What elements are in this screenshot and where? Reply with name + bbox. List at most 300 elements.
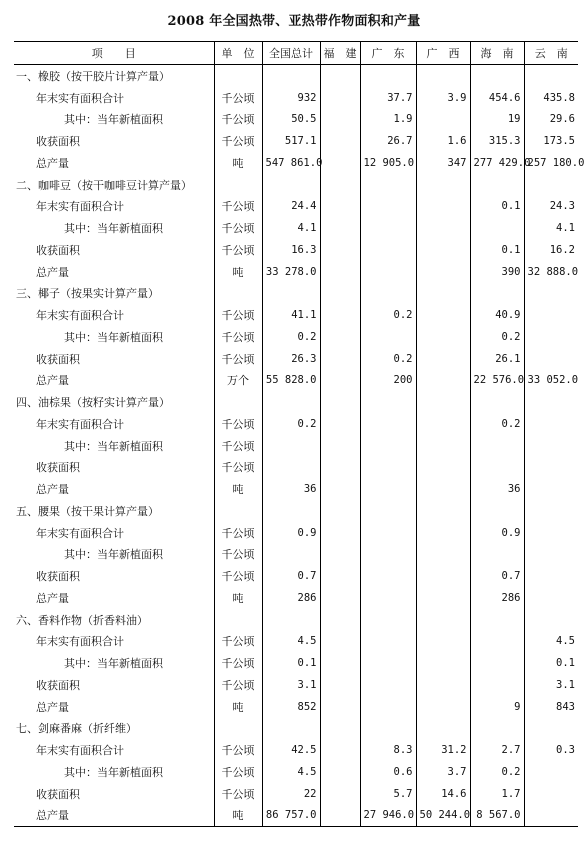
- cell-hainan: 36: [470, 478, 524, 500]
- row-item-label: 其中：当年新植面积: [64, 657, 163, 671]
- cell-national-total: 0.2: [262, 326, 320, 348]
- row-unit: 千公顷: [214, 326, 262, 348]
- cell-guangxi: 14.6: [416, 783, 470, 805]
- cell-national-total: 0.9: [262, 522, 320, 544]
- cell-yunnan: 257 180.0: [524, 152, 578, 174]
- cell-yunnan: [524, 609, 578, 631]
- cell-guangdong: [360, 391, 416, 413]
- cell-fujian: [320, 718, 360, 740]
- row-unit: 吨: [214, 696, 262, 718]
- cell-hainan: [470, 283, 524, 305]
- cell-national-total: 41.1: [262, 304, 320, 326]
- cell-guangdong: [360, 718, 416, 740]
- cell-guangxi: [416, 565, 470, 587]
- row-unit: [214, 391, 262, 413]
- cell-hainan: 0.7: [470, 565, 524, 587]
- cell-guangxi: 347: [416, 152, 470, 174]
- row-unit: [214, 65, 262, 87]
- row-unit: 千公顷: [214, 522, 262, 544]
- row-unit: 千公顷: [214, 239, 262, 261]
- cell-yunnan: [524, 587, 578, 609]
- table-row: [14, 304, 578, 326]
- row-unit: [214, 283, 262, 305]
- row-item-label: 其中：当年新植面积: [64, 439, 163, 453]
- cell-guangdong: 0.2: [360, 348, 416, 370]
- cell-national-total: [262, 283, 320, 305]
- cell-yunnan: [524, 65, 578, 87]
- table-row: [14, 87, 578, 109]
- cell-guangxi: [416, 261, 470, 283]
- table-row: [14, 217, 578, 239]
- cell-hainan: 277 429.0: [470, 152, 524, 174]
- cell-fujian: [320, 217, 360, 239]
- cell-fujian: [320, 413, 360, 435]
- cell-guangxi: [416, 196, 470, 218]
- cell-guangxi: [416, 283, 470, 305]
- cell-guangxi: [416, 65, 470, 87]
- cell-fujian: [320, 587, 360, 609]
- row-unit: 吨: [214, 587, 262, 609]
- cell-fujian: [320, 391, 360, 413]
- table-row: [14, 565, 578, 587]
- cell-guangxi: [416, 109, 470, 131]
- table-row: [14, 326, 578, 348]
- cell-national-total: 50.5: [262, 109, 320, 131]
- section-row: [14, 718, 578, 740]
- cell-yunnan: 32 888.0: [524, 261, 578, 283]
- cell-guangdong: [360, 565, 416, 587]
- cell-national-total: [262, 718, 320, 740]
- cell-yunnan: 4.1: [524, 217, 578, 239]
- row-unit: 千公顷: [214, 130, 262, 152]
- cell-fujian: [320, 565, 360, 587]
- header-unit: 单 位: [214, 42, 262, 65]
- cell-guangxi: [416, 174, 470, 196]
- cell-hainan: 0.1: [470, 239, 524, 261]
- row-unit: 千公顷: [214, 544, 262, 566]
- cell-yunnan: 4.5: [524, 631, 578, 653]
- row-item-label: 收获面积: [36, 243, 80, 257]
- cell-guangdong: [360, 478, 416, 500]
- cell-guangdong: [360, 326, 416, 348]
- cell-hainan: [470, 435, 524, 457]
- row-item-label: 收获面积: [36, 570, 80, 584]
- table-row: [14, 478, 578, 500]
- table-row: [14, 674, 578, 696]
- cell-hainan: 0.2: [470, 413, 524, 435]
- cell-yunnan: [524, 457, 578, 479]
- cell-yunnan: 3.1: [524, 674, 578, 696]
- row-unit: [214, 174, 262, 196]
- cell-national-total: [262, 174, 320, 196]
- cell-guangxi: [416, 652, 470, 674]
- cell-guangdong: [360, 609, 416, 631]
- table-row: [14, 435, 578, 457]
- table-row: [14, 152, 578, 174]
- cell-guangxi: [416, 587, 470, 609]
- table-row: [14, 109, 578, 131]
- cell-guangxi: [416, 522, 470, 544]
- cell-guangdong: [360, 65, 416, 87]
- row-item-label: 收获面积: [36, 352, 80, 366]
- section-row: [14, 283, 578, 305]
- row-unit: [214, 500, 262, 522]
- row-unit: 千公顷: [214, 196, 262, 218]
- table-row: [14, 783, 578, 805]
- section-row: [14, 174, 578, 196]
- row-unit: 吨: [214, 805, 262, 827]
- table-row: [14, 261, 578, 283]
- table-row: [14, 544, 578, 566]
- row-item-label: 收获面积: [36, 135, 80, 149]
- cell-fujian: [320, 87, 360, 109]
- table-row: [14, 413, 578, 435]
- cell-fujian: [320, 457, 360, 479]
- cell-yunnan: [524, 413, 578, 435]
- cell-national-total: 3.1: [262, 674, 320, 696]
- cell-yunnan: [524, 500, 578, 522]
- cell-guangdong: 0.6: [360, 761, 416, 783]
- cell-national-total: 0.7: [262, 565, 320, 587]
- cell-guangdong: [360, 413, 416, 435]
- cell-guangdong: 27 946.0: [360, 805, 416, 827]
- cell-guangxi: [416, 413, 470, 435]
- cell-yunnan: [524, 174, 578, 196]
- cell-guangxi: [416, 544, 470, 566]
- table-row: [14, 761, 578, 783]
- cell-yunnan: [524, 805, 578, 827]
- cell-yunnan: [524, 326, 578, 348]
- cell-fujian: [320, 435, 360, 457]
- cell-yunnan: 843: [524, 696, 578, 718]
- cell-hainan: 0.9: [470, 522, 524, 544]
- cell-guangxi: [416, 304, 470, 326]
- cell-hainan: [470, 217, 524, 239]
- cell-guangxi: [416, 370, 470, 392]
- cell-fujian: [320, 304, 360, 326]
- cell-guangdong: [360, 435, 416, 457]
- table-row: [14, 739, 578, 761]
- cell-national-total: 4.5: [262, 631, 320, 653]
- cell-national-total: 33 278.0: [262, 261, 320, 283]
- row-unit: 千公顷: [214, 109, 262, 131]
- cell-fujian: [320, 130, 360, 152]
- table-row: [14, 652, 578, 674]
- cell-guangdong: 12 905.0: [360, 152, 416, 174]
- table-row: [14, 457, 578, 479]
- table-row: [14, 196, 578, 218]
- cell-hainan: 8 567.0: [470, 805, 524, 827]
- cell-yunnan: 33 052.0: [524, 370, 578, 392]
- cell-hainan: [470, 65, 524, 87]
- table-row: [14, 522, 578, 544]
- row-item-label: 其中：当年新植面积: [64, 113, 163, 127]
- row-unit: 千公顷: [214, 457, 262, 479]
- cell-national-total: 286: [262, 587, 320, 609]
- cell-fujian: [320, 739, 360, 761]
- cell-guangdong: [360, 174, 416, 196]
- cell-guangxi: 50 244.0: [416, 805, 470, 827]
- cell-guangdong: [360, 283, 416, 305]
- header-item: 项 目: [14, 42, 214, 65]
- cell-fujian: [320, 609, 360, 631]
- row-item-label: 其中：当年新植面积: [64, 765, 163, 779]
- cell-national-total: 24.4: [262, 196, 320, 218]
- cell-guangdong: [360, 500, 416, 522]
- cell-fujian: [320, 109, 360, 131]
- cell-hainan: 22 576.0: [470, 370, 524, 392]
- row-unit: 千公顷: [214, 652, 262, 674]
- row-item-label: 总产量: [14, 805, 214, 827]
- cell-yunnan: 0.3: [524, 739, 578, 761]
- section-row: [14, 65, 578, 87]
- cell-fujian: [320, 239, 360, 261]
- cell-national-total: 16.3: [262, 239, 320, 261]
- cell-yunnan: [524, 718, 578, 740]
- cell-guangdong: [360, 587, 416, 609]
- row-unit: 千公顷: [214, 783, 262, 805]
- cell-guangxi: [416, 348, 470, 370]
- row-unit: [214, 609, 262, 631]
- cell-fujian: [320, 674, 360, 696]
- cell-yunnan: [524, 304, 578, 326]
- cell-fujian: [320, 805, 360, 827]
- cell-national-total: [262, 391, 320, 413]
- row-unit: 千公顷: [214, 761, 262, 783]
- table-row: [14, 239, 578, 261]
- row-item-label: 年末实有面积合计: [36, 744, 124, 758]
- cell-hainan: 0.2: [470, 761, 524, 783]
- cell-guangdong: [360, 544, 416, 566]
- row-unit: 千公顷: [214, 87, 262, 109]
- row-item-label: 年末实有面积合计: [36, 200, 124, 214]
- row-unit: 千公顷: [214, 674, 262, 696]
- table-row: [14, 130, 578, 152]
- cell-fujian: [320, 544, 360, 566]
- cell-fujian: [320, 696, 360, 718]
- cell-yunnan: [524, 391, 578, 413]
- cell-hainan: [470, 457, 524, 479]
- cell-national-total: 26.3: [262, 348, 320, 370]
- cell-hainan: [470, 674, 524, 696]
- cell-fujian: [320, 196, 360, 218]
- row-unit: 千公顷: [214, 739, 262, 761]
- cell-fujian: [320, 500, 360, 522]
- table-row: [14, 348, 578, 370]
- cell-national-total: 547 861.0: [262, 152, 320, 174]
- section-title: 七、剑麻番麻（折纤维）: [16, 722, 137, 736]
- row-item-label: 总产量: [36, 591, 69, 605]
- cell-hainan: 454.6: [470, 87, 524, 109]
- row-item-label: 收获面积: [36, 461, 80, 475]
- cell-guangdong: [360, 652, 416, 674]
- cell-guangxi: [416, 457, 470, 479]
- cell-hainan: [470, 174, 524, 196]
- cell-national-total: [262, 500, 320, 522]
- cell-guangxi: [416, 609, 470, 631]
- cell-guangxi: 3.9: [416, 87, 470, 109]
- cell-yunnan: [524, 565, 578, 587]
- cell-hainan: [470, 652, 524, 674]
- cell-national-total: 86 757.0: [262, 805, 320, 827]
- row-item-label: 总产量: [36, 374, 69, 388]
- row-item-label: 总产量: [36, 483, 69, 497]
- cell-national-total: [262, 435, 320, 457]
- row-unit: 千公顷: [214, 631, 262, 653]
- cell-yunnan: [524, 522, 578, 544]
- cell-national-total: [262, 65, 320, 87]
- cell-guangxi: [416, 239, 470, 261]
- cell-hainan: 390: [470, 261, 524, 283]
- cell-guangxi: [416, 696, 470, 718]
- crop-area-production-table: [14, 41, 585, 827]
- row-unit: [214, 718, 262, 740]
- section-row: [14, 500, 578, 522]
- cell-national-total: 0.1: [262, 652, 320, 674]
- cell-guangdong: [360, 674, 416, 696]
- cell-guangdong: 8.3: [360, 739, 416, 761]
- cell-hainan: 1.7: [470, 783, 524, 805]
- cell-guangdong: [360, 631, 416, 653]
- cell-guangdong: 200: [360, 370, 416, 392]
- cell-hainan: 0.1: [470, 196, 524, 218]
- cell-yunnan: [524, 283, 578, 305]
- cell-national-total: 42.5: [262, 739, 320, 761]
- cell-hainan: [470, 500, 524, 522]
- cell-yunnan: [524, 348, 578, 370]
- header-national-total: 全国总计: [262, 42, 320, 65]
- cell-guangdong: 0.2: [360, 304, 416, 326]
- row-item-label: 总产量: [36, 265, 69, 279]
- cell-hainan: 26.1: [470, 348, 524, 370]
- row-unit: 千公顷: [214, 348, 262, 370]
- cell-hainan: 315.3: [470, 130, 524, 152]
- cell-fujian: [320, 783, 360, 805]
- cell-guangdong: 5.7: [360, 783, 416, 805]
- row-item-label: 其中：当年新植面积: [64, 222, 163, 236]
- table-row: [14, 805, 578, 827]
- table-row: [14, 696, 578, 718]
- cell-guangxi: 1.6: [416, 130, 470, 152]
- cell-guangdong: [360, 217, 416, 239]
- header-fujian: 福 建: [320, 42, 360, 65]
- cell-yunnan: [524, 435, 578, 457]
- row-unit: 千公顷: [214, 413, 262, 435]
- row-unit: 千公顷: [214, 217, 262, 239]
- cell-national-total: 4.5: [262, 761, 320, 783]
- header-yunnan: 云 南: [524, 42, 578, 65]
- cell-guangdong: [360, 239, 416, 261]
- cell-guangxi: [416, 631, 470, 653]
- cell-fujian: [320, 261, 360, 283]
- header-guangdong: 广 东: [360, 42, 416, 65]
- cell-hainan: [470, 718, 524, 740]
- cell-national-total: [262, 457, 320, 479]
- table-header-row: [14, 42, 578, 65]
- cell-hainan: 286: [470, 587, 524, 609]
- row-item-label: 年末实有面积合计: [36, 635, 124, 649]
- cell-guangdong: [360, 696, 416, 718]
- cell-yunnan: [524, 544, 578, 566]
- cell-guangdong: 37.7: [360, 87, 416, 109]
- cell-guangdong: [360, 261, 416, 283]
- cell-guangdong: [360, 522, 416, 544]
- cell-yunnan: [524, 478, 578, 500]
- cell-yunnan: 0.1: [524, 652, 578, 674]
- cell-yunnan: 24.3: [524, 196, 578, 218]
- cell-guangxi: 3.7: [416, 761, 470, 783]
- section-title: 一、橡胶（按干胶片计算产量）: [16, 69, 170, 83]
- cell-yunnan: 29.6: [524, 109, 578, 131]
- cell-guangxi: 31.2: [416, 739, 470, 761]
- cell-yunnan: [524, 783, 578, 805]
- cell-guangxi: [416, 718, 470, 740]
- row-item-label: 总产量: [36, 156, 69, 170]
- row-unit: 千公顷: [214, 435, 262, 457]
- cell-guangxi: [416, 391, 470, 413]
- cell-national-total: 36: [262, 478, 320, 500]
- header-guangxi: 广 西: [416, 42, 470, 65]
- row-item-label: 年末实有面积合计: [36, 91, 124, 105]
- cell-national-total: 55 828.0: [262, 370, 320, 392]
- section-row: [14, 609, 578, 631]
- cell-yunnan: 435.8: [524, 87, 578, 109]
- row-unit: 吨: [214, 261, 262, 283]
- cell-hainan: 19: [470, 109, 524, 131]
- cell-guangxi: [416, 478, 470, 500]
- cell-hainan: [470, 391, 524, 413]
- cell-national-total: 0.2: [262, 413, 320, 435]
- cell-national-total: 517.1: [262, 130, 320, 152]
- cell-national-total: 932: [262, 87, 320, 109]
- cell-yunnan: 16.2: [524, 239, 578, 261]
- page-title: 2008 年全国热带、亚热带作物面积和产量: [167, 14, 421, 29]
- cell-hainan: 9: [470, 696, 524, 718]
- cell-fujian: [320, 370, 360, 392]
- cell-hainan: [470, 631, 524, 653]
- cell-yunnan: 173.5: [524, 130, 578, 152]
- cell-guangdong: [360, 457, 416, 479]
- cell-yunnan: [524, 761, 578, 783]
- row-item-label: 收获面积: [36, 787, 80, 801]
- row-unit: 万个: [214, 370, 262, 392]
- cell-fujian: [320, 65, 360, 87]
- row-item-label: 其中：当年新植面积: [64, 548, 163, 562]
- header-hainan: 海 南: [470, 42, 524, 65]
- cell-fujian: [320, 761, 360, 783]
- cell-guangdong: 1.9: [360, 109, 416, 131]
- cell-fujian: [320, 348, 360, 370]
- row-item-label: 总产量: [36, 700, 69, 714]
- row-item-label: 年末实有面积合计: [36, 417, 124, 431]
- row-unit: 吨: [214, 152, 262, 174]
- cell-fujian: [320, 326, 360, 348]
- table-row: [14, 370, 578, 392]
- row-item-label: 其中：当年新植面积: [64, 330, 163, 344]
- table-row: [14, 587, 578, 609]
- cell-guangxi: [416, 326, 470, 348]
- row-item-label: 年末实有面积合计: [36, 526, 124, 540]
- cell-hainan: 2.7: [470, 739, 524, 761]
- row-unit: 千公顷: [214, 565, 262, 587]
- row-item-label: 收获面积: [36, 678, 80, 692]
- cell-fujian: [320, 478, 360, 500]
- row-unit: 千公顷: [214, 304, 262, 326]
- cell-guangxi: [416, 435, 470, 457]
- cell-national-total: 852: [262, 696, 320, 718]
- cell-hainan: 0.2: [470, 326, 524, 348]
- cell-national-total: 22: [262, 783, 320, 805]
